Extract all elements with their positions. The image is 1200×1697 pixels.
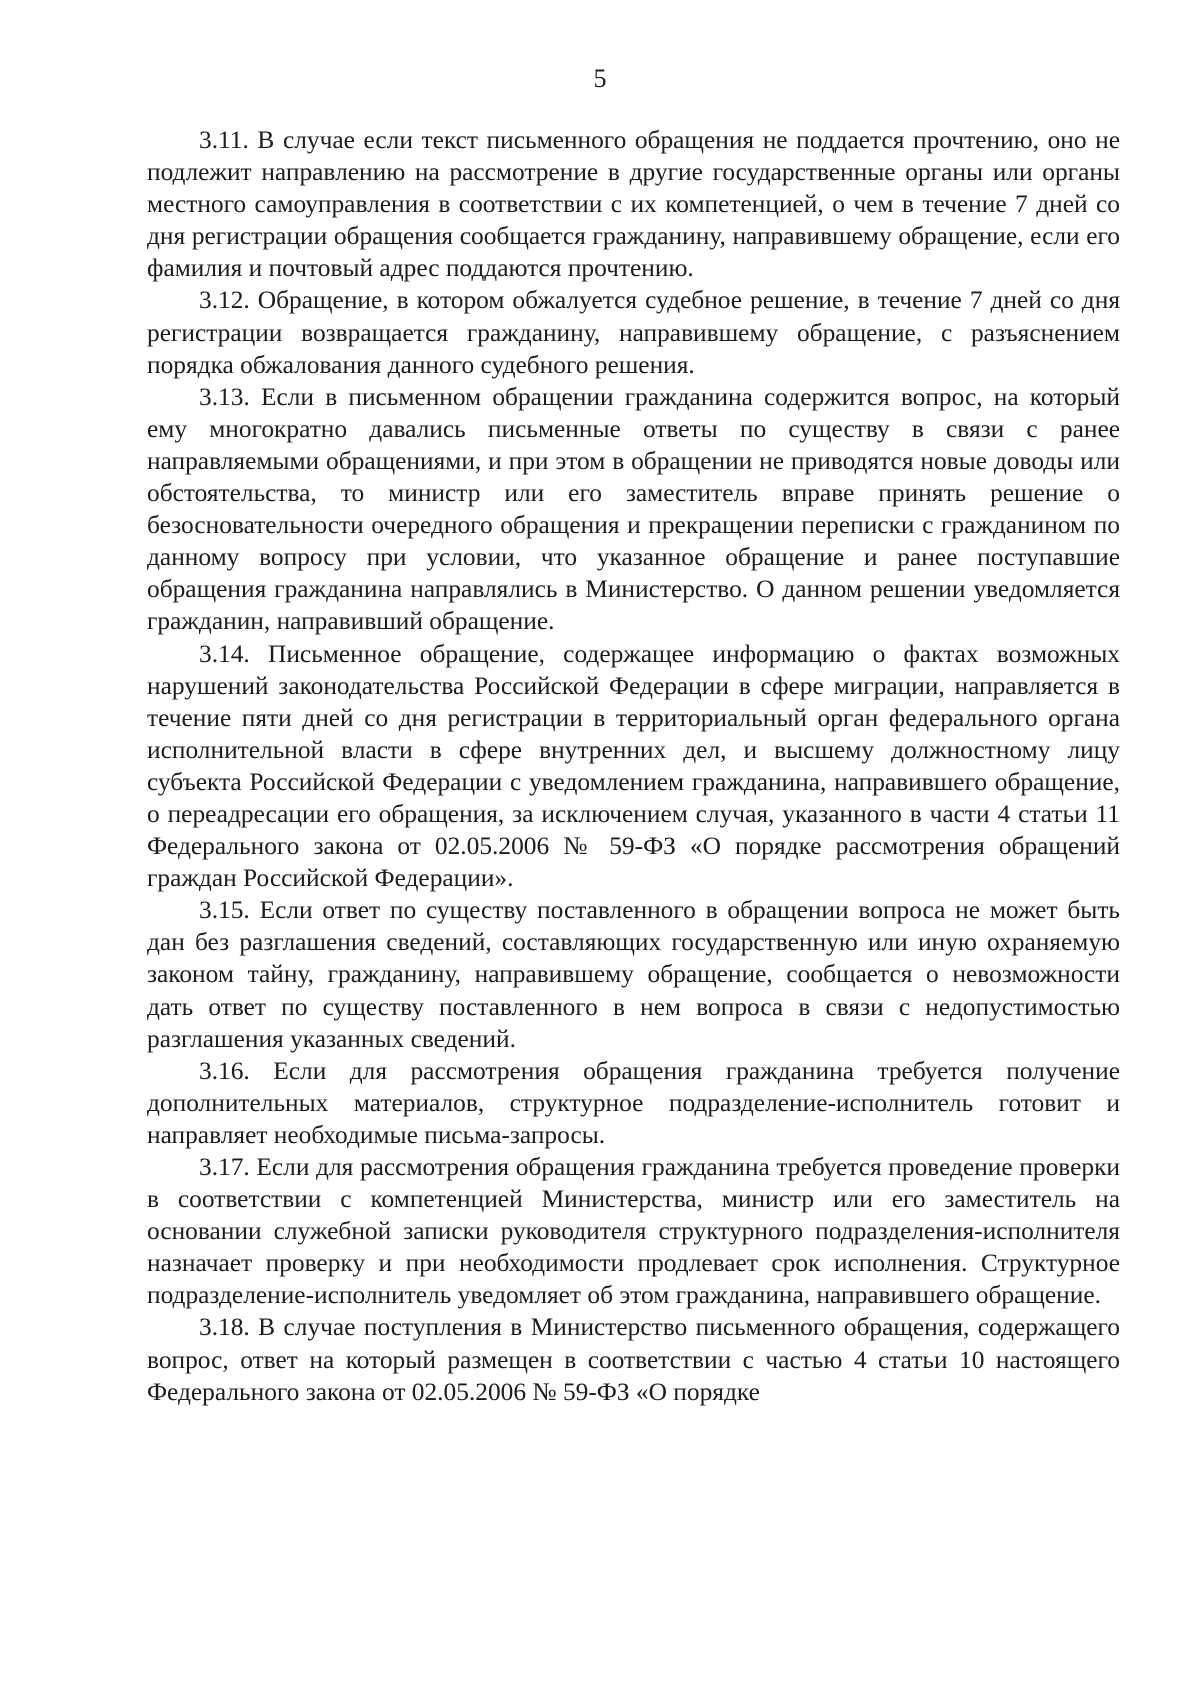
paragraph-3-11: 3.11. В случае если текст письменного обращения не поддается прочтению, оно не подлежит направлению на рассмотрение в другие государственные органы или органы местного самоуправления в соответствии с их компетенцией, о чем в течение 7 дней со дня регистрации обращения сообщается гражданину, направившему обращение, если его фамилия и почтовый адрес поддаются прочтению. [147,126,1120,283]
paragraph-3-13: 3.13. Если в письменном обращении гражданина содержится вопрос, на который ему многократно давались письменные ответы по существу в связи с ранее направляемыми обращениями, и при этом в обращении не приводятся новые доводы или обстоятельства, то министр или его заместитель вправе принять решение о безосновательности очередного обращения и прекращении переписки с гражданином по данному вопросу при условии, что указанное обращение и ранее поступавшие обращения гражданина направлялись в Министерство. О данном решении уведомляется гражданин, направивший обращение. [147,382,1120,636]
paragraph-3-18: 3.18. В случае поступления в Министерство письменного обращения, содержащего вопрос, ответ на который размещен в соответствии с частью 4 статьи 10 настоящего Федерального закона от 02.05.2006 № 59-ФЗ «О порядке [147,1313,1120,1406]
paragraph-3-14: 3.14. Письменное обращение, содержащее информацию о фактах возможных нарушений законодательства Российской Федерации в сфере миграции, направляется в течение пяти дней со дня регистрации в территориальный орган федерального органа исполнительной власти в сфере внутренних дел, и высшему должностному лицу субъекта Российской Федерации с уведомлением гражданина, направившего обращение, о переадресации его обращения, за исключением случая, указанного в части 4 статьи 11 Федерального закона от 02.05.2006 № 59-ФЗ «О порядке рассмотрения обращений граждан Российской Федерации». [147,639,1120,893]
paragraph-3-15: 3.15. Если ответ по существу поставленного в обращении вопроса не может быть дан без разглашения сведений, составляющих государственную или иную охраняемую законом тайну, гражданину, направившему обращение, сообщается о невозможности дать ответ по существу поставленного в нем вопроса в связи с недопустимостью разглашения указанных сведений. [147,896,1120,1053]
paragraph-3-17: 3.17. Если для рассмотрения обращения гражданина требуется проведение проверки в соответствии с компетенцией Министерства, министр или его заместитель на основании служебной записки руководителя структурного подразделения-исполнителя назначает проверку и при необходимости продлевает срок исполнения. Структурное подразделение-исполнитель уведомляет об этом гражданина, направившего обращение. [147,1153,1120,1310]
page-number: 5 [593,64,607,93]
paragraph-3-16: 3.16. Если для рассмотрения обращения гражданина требуется получение дополнительных материалов, структурное подразделение-исполнитель готовит и направляет необходимые письма-запросы. [147,1056,1120,1149]
paragraph-3-12: 3.12. Обращение, в котором обжалуется судебное решение, в течение 7 дней со дня регистрации возвращается гражданину, направившему обращение, с разъяснением порядка обжалования данного судебного решения. [147,286,1120,379]
document-body [147,124,1120,1408]
